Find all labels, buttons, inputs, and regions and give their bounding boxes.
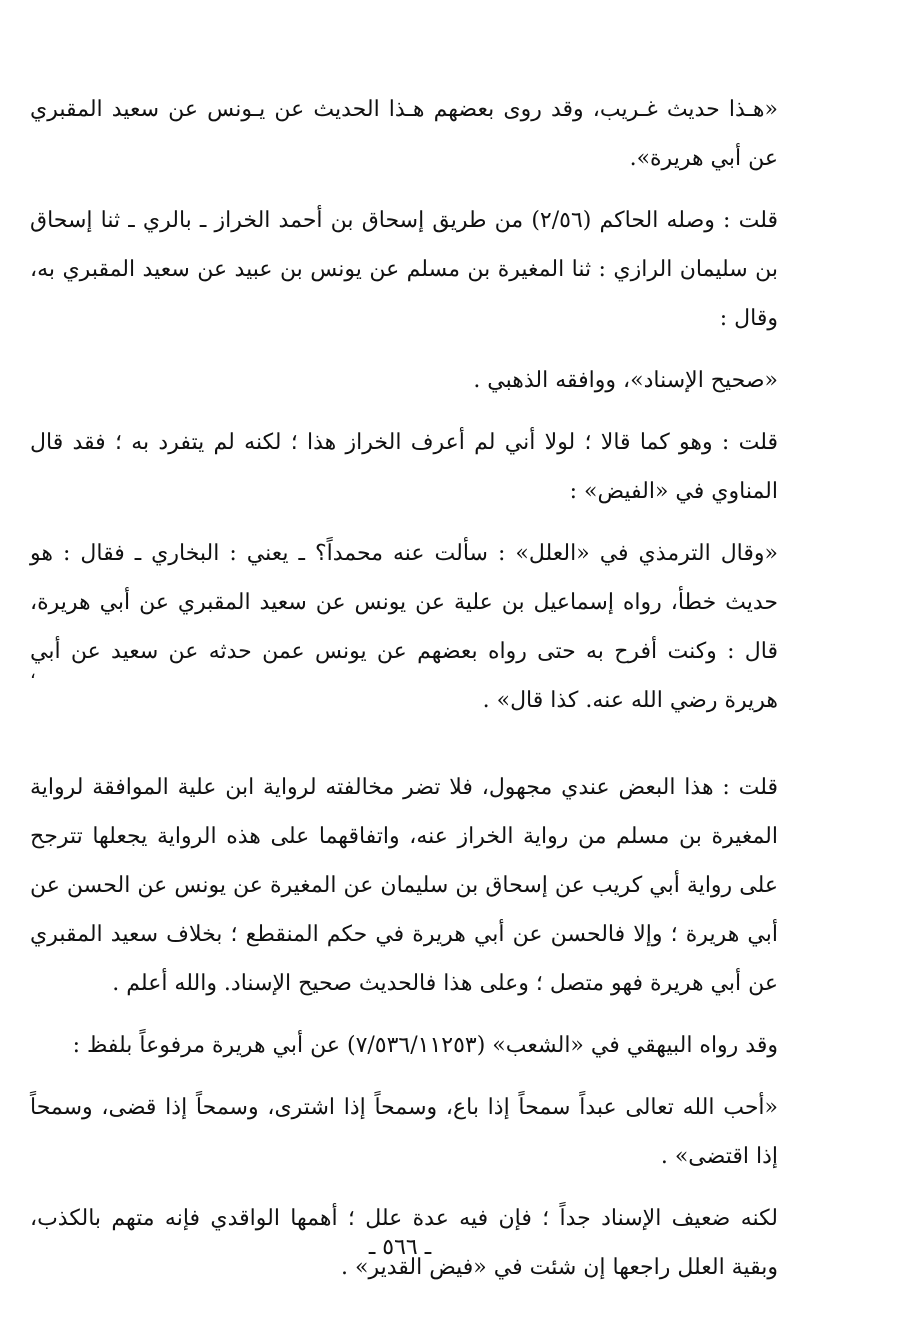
paragraph-hakim-chain: قلت : وصله الحاكم (٢/٥٦) من طريق إسحاق بن أحمد الخراز ـ بالري ـ ثنا إسحاق بن سليمان الرازي : ثنا المغيرة بن مسلم عن يونس بن عبيد عن سعيد المقبري به، وقال : [30, 208, 778, 331]
stray-comma-mark: ، [30, 662, 36, 683]
paragraph-analysis: قلت : هذا البعض عندي مجهول، فلا تضر مخالفته لرواية ابن علية الموافقة لرواية المغيرة بن مسلم من رواية الخراز عنه، واتفاقهما على هذه الرواية يجعلها تترجح على رواية أبي كريب عن إسحاق بن سليمان عن المغيرة عن يونس عن الحسن عن أبي هريرة ؛ وإلا فالحسن عن أبي هريرة في حكم المنقطع ؛ بخلاف سعيد المقبري عن أبي هريرة فهو متصل ؛ وعلى هذا فالحديث صحيح الإسناد. والله أعلم . [30, 775, 778, 996]
paragraph-khazzaz-note: قلت : وهو كما قالا ؛ لولا أني لم أعرف الخراز هذا ؛ لكنه لم يتفرد به ؛ فقد قال المناوي في «الفيض» : [30, 430, 778, 504]
paragraph-hakim-verdict: «صحيح الإسناد»، ووافقه الذهبي . [473, 368, 778, 393]
paragraph-tirmidhi-quote: «هـذا حديث غـريب، وقد روى بعضهم هـذا الحديث عن يـونس عن سعيد المقبري عن أبي هريرة». [30, 97, 778, 171]
paragraph-conclusion: لكنه ضعيف الإسناد جداً ؛ فإن فيه عدة علل ؛ أهمها الواقدي فإنه متهم بالكذب، وبقية العلل راجعها إن شئت في «فيض القدير» . [30, 1206, 778, 1280]
paragraph-bayhaqi-intro: وقد رواه البيهقي في «الشعب» (٧/٥٣٦/١١٢٥٣) عن أبي هريرة مرفوعاً بلفظ : [72, 1033, 778, 1058]
paragraph-bayhaqi-text: «أحب الله تعالى عبداً سمحاً إذا باع، وسمحاً إذا اشترى، وسمحاً إذا قضى، وسمحاً إذا اقتضى» . [30, 1095, 778, 1169]
page-body [30, 85, 778, 1305]
paragraph-ilal-quote: «وقال الترمذي في «العلل» : سألت عنه محمداً؟ ـ يعني : البخاري ـ فقال : هو حديث خطأ، رواه إسماعيل بن علية عن يونس عن سعيد المقبري عن أبي هريرة، قال : وكنت أفرح به حتى رواه بعضهم عن يونس عمن حدثه عن سعيد عن أبي هريرة رضي الله عنه. كذا قال» . [30, 541, 778, 713]
page-number: ـ ٥٦٦ ـ [368, 1235, 432, 1260]
